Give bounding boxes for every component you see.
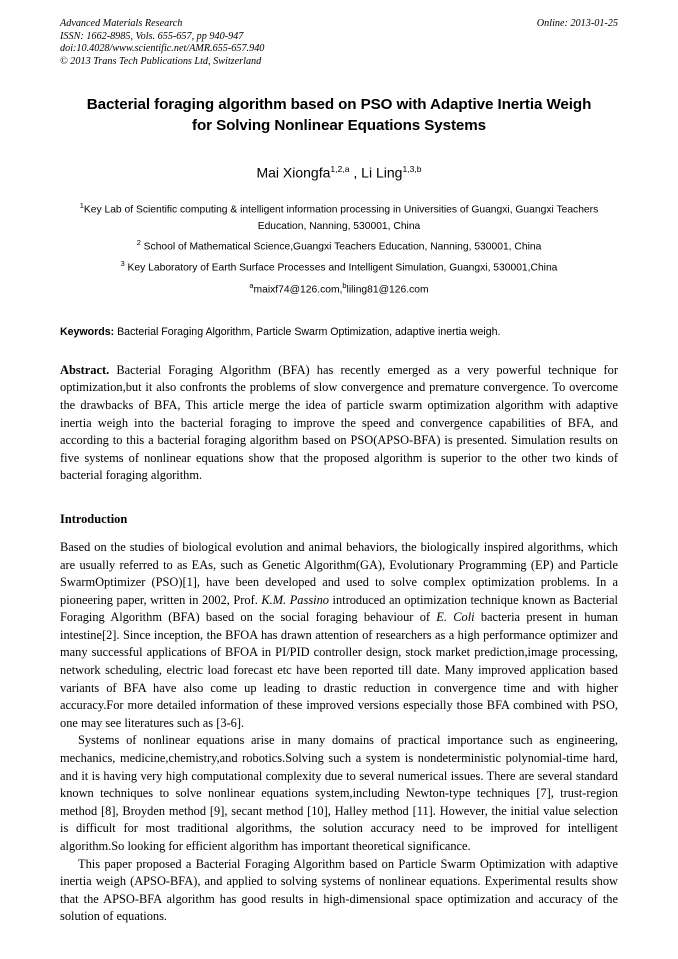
abstract-text: Bacterial Foraging Algorithm (BFA) has recently emerged as a very powerful technique for optimization,but it also confronts the problems of slow convergence and premature convergence. To overcome the drawbacks of BFA, This article merge the idea of particle swarm optimization algorithm with adaptive inertia weigh into the bacterial foraging to improve the speed and convergence capabilities of BFA, and according to this a bacterial foraging algorithm based on PSO(APSO-BFA) is presented. Simulation results on five systems of nonlinear equations show that the proposed algorithm is superior to the other two kinds of bacterial foraging algorithm. [60, 362, 618, 483]
journal-header [60, 18, 618, 68]
email-author-1[interactable]: maixf74@126.com, [253, 284, 343, 296]
abstract-section [60, 362, 618, 485]
intro-p1-italic-passino: K.M. Passino [261, 592, 329, 607]
author-list [60, 160, 618, 182]
email-marker-a: a [249, 280, 254, 290]
introduction-paragraph-2: Systems of nonlinear equations arise in many domains of practical importance such as engineering, mechanics, medicine,chemistry,and robotics.Solving such a system is nondeterministic polynomial-time hard, and it is having very high computational complexity due to several numerical issues. There are several standard known techniques to solve nonlinear equations system,including Newton-type techniques [7], trust-region method [8], Broyden method [9], secant method [10], Halley method [11]. However, the initial value selection is difficult for most traditional algorithms, the solution accuracy need to be improved for intelligent algorithm.So looking for efficient algorithm has important theoretical significance. [60, 733, 618, 853]
author-1-name: Mai Xiongfa [256, 165, 331, 182]
author-separator: , [349, 165, 362, 182]
keywords-text: Bacterial Foraging Algorithm, Particle Swarm Optimization, adaptive inertia weigh. [114, 325, 501, 338]
author-2-affiliation-marker: 1,3,b [402, 164, 422, 175]
affiliation-text: School of Mathematical Science,Guangxi Teachers Education, Nanning, 530001, China [140, 241, 542, 253]
journal-online-date: Online: 2013-01-25 [536, 18, 618, 29]
page-content [60, 18, 618, 926]
journal-name: Advanced Materials Research [60, 18, 183, 29]
affiliation-item [60, 256, 618, 277]
intro-p1-part-3: bacteria present in human intestine[2]. Since inception, the BFOA has drawn attention of researchers as a high performance optimizer and many successful applications of BFOA in PI/PID controller design, stock market prediction,image processing, network scheduling, electric load forecast etc have been reported till date. Many improved application based variants of BFA have also come up leading to drastic reduction in convergence time and with higher accuracy.For more detailed information of these improved versions especially those BFA combined with PSO, one may see literatures such as [3-6]. [60, 610, 618, 730]
title-line-2: for Solving Nonlinear Equations Systems [192, 117, 486, 135]
intro-p1-part-1: Based on the studies of biological evolution and animal behaviors, the biologically inspired algorithms, which are usually referred to as EAs, such as Genetic Algorithm(GA), Evolutionary Programming (EP) and Particle SwarmOptimizer (PSO)[1], have been developed and used to solve complex optimization problems. In a pioneering paper, written in 2002, Prof. [60, 539, 618, 607]
author-1-affiliation-marker: 1,2,a [330, 164, 350, 175]
email-marker-b: b [342, 280, 347, 290]
author-2-name: Li Ling [361, 165, 403, 182]
affiliation-list [60, 198, 618, 277]
affiliation-item [60, 198, 618, 235]
introduction-paragraph-3: This paper proposed a Bacterial Foraging Algorithm based on Particle Swarm Optimization with adaptive inertia weigh (APSO-BFA), and applied to solving systems of nonlinear equations. Experimental results show that the APSO-BFA algorithm has good results in high-dimensional space optimization and accuracy of the solution of equations. [60, 856, 618, 924]
affiliation-marker: 2 [136, 238, 141, 248]
keywords-label: Keywords: [60, 325, 115, 338]
section-heading-introduction: Introduction [60, 511, 128, 526]
journal-header-left [60, 18, 451, 68]
affiliation-text: Key Laboratory of Earth Surface Processes and Intelligent Simulation, Guangxi, 530001,China [124, 262, 558, 274]
journal-issn-line: ISSN: 1662-8985, Vols. 655-657, pp 940-947 [60, 30, 244, 42]
intro-p1-italic-ecoli: E. Coli [436, 610, 475, 625]
author-emails [60, 278, 618, 299]
affiliation-item [60, 235, 618, 256]
affiliation-marker: 3 [120, 259, 125, 269]
affiliation-text: Key Lab of Scientific computing & intelligent information processing in Universities of Guangxi, Guangxi Teachers Education, Nanning, 530001, China [83, 204, 599, 232]
email-author-2[interactable]: liling81@126.com [346, 284, 429, 296]
keywords-section [60, 325, 618, 340]
journal-doi-line: doi:10.4028/www.scientific.net/AMR.655-657.940 [60, 43, 265, 55]
introduction-paragraph-1 [60, 539, 618, 733]
affiliation-marker: 1 [79, 201, 84, 211]
journal-copyright-line: © 2013 Trans Tech Publications Ltd, Switzerland [60, 55, 262, 67]
title-line-1: Bacterial foraging algorithm based on PSO with Adaptive Inertia Weigh [86, 96, 592, 114]
abstract-label: Abstract. [60, 362, 110, 377]
page-title [60, 94, 618, 136]
intro-p1-part-2: introduced an optimization technique known as Bacterial Foraging Algorithm (BFA) based on the social foraging behaviour of [60, 592, 618, 625]
